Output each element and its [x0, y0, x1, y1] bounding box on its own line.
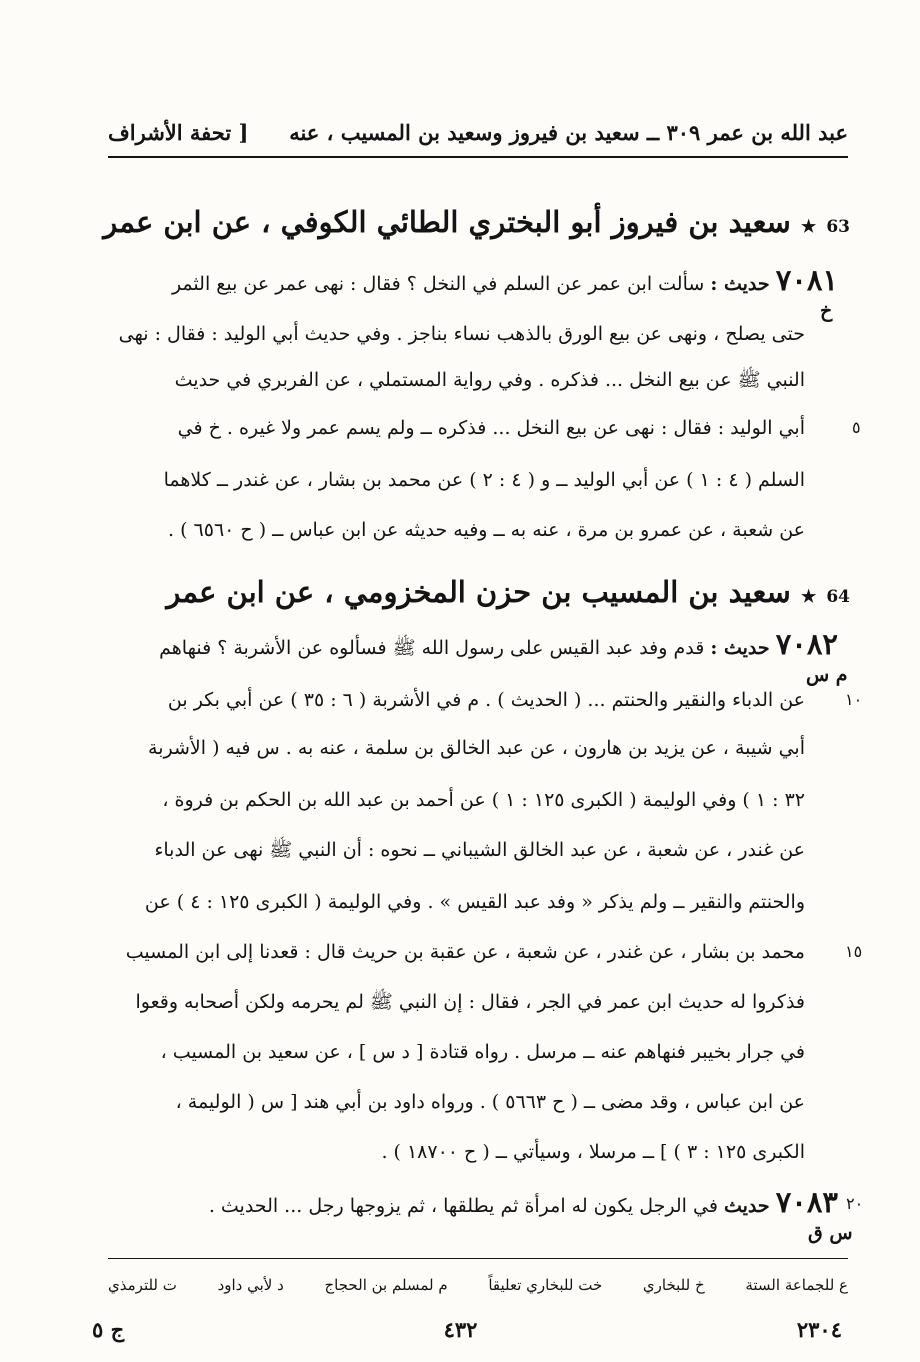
hadith-7081-line-3: النبي ﷺ عن بيع النخل ... فذكره . وفي رواية المستملي ، عن الفربري في حديث	[174, 369, 805, 391]
margin-symbol-7081: خ	[820, 300, 833, 322]
hadith-number: ٧٠٨١	[775, 263, 838, 297]
abbr-4: م لمسلم بن الحجاج	[324, 1276, 448, 1294]
hadith-number: ٧٠٨٣	[775, 1185, 838, 1219]
header-right: عبد الله بن عمر ٣٠٩ ــ سعيد بن فيروز وسعيد بن المسيب ، عنه	[289, 119, 848, 145]
line-number-10: ١٠	[845, 690, 863, 709]
hadith-7081-line-6: عن شعبة ، عن عمرو بن مرة ، عنه به ــ وفيه حديثه عن ابن عباس ــ ( ح ٦٥٦٠ ) .	[168, 519, 805, 541]
hadith-label: حديث :	[710, 273, 770, 295]
running-header	[108, 112, 848, 152]
hadith-7082-line-5: عن غندر ، عن شعبة ، عن عبد الخالق الشيباني ــ نحوه : أن النبي ﷺ نهى عن الدباء	[154, 839, 805, 861]
abbr-2: خ للبخاري	[642, 1276, 705, 1294]
hadith-label: حديث :	[710, 637, 770, 659]
chapter-marker: ★	[800, 587, 817, 607]
hadith-7082-line-3: أبي شيبة ، عن يزيد بن هارون ، عن عبد الخالق بن سلمة ، عنه به . س فيه ( الأشربة	[148, 737, 805, 759]
hadith-7082-line-10: عن ابن عباس ، وقد مضى ــ ( ح ٥٦٦٣ ) . ورواه داود بن أبي هند [ س ( الوليمة ،	[175, 1091, 805, 1113]
chapter-title: سعيد بن فيروز أبو البختري الطائي الكوفي ، عن ابن عمر	[103, 205, 791, 239]
hadith-7082-line-8: فذكروا له حديث ابن عمر في الجر ، فقال : إن النبي ﷺ لم يحرمه ولكن أصحابه وقعوا	[135, 991, 805, 1013]
hadith-7083-line-1: ٧٠٨٣ حديث في الرجل يكون له امرأة ثم يطلقها ، ثم يزوجها رجل ... الحديث .	[208, 1185, 838, 1219]
hadith-7081-line-4: أبي الوليد : فقال : نهى عن بيع النخل ... فذكره ــ ولم يسم عمر ولا غيره . خ في	[177, 417, 805, 439]
hadith-7081-line-1: ٧٠٨١ حديث : سألت ابن عمر عن السلم في النخل ؟ فقال : نهى عمر عن بيع الثمر	[171, 263, 838, 297]
line-number-5: ٥	[852, 418, 861, 437]
hadith-7082-line-2: عن الدباء والنقير والحنتم ... ( الحديث ) . م في الأشربة ( ٦ : ٣٥ ) عن أبي بكر بن	[167, 689, 805, 711]
margin-symbol-7083: س ق	[808, 1222, 853, 1244]
chapter-number: 63	[826, 217, 850, 237]
hadith-7082-line-7: محمد بن بشار ، عن غندر ، عن شعبة ، عن عقبة بن حريث قال : قعدنا إلى ابن المسيب	[125, 941, 805, 963]
hadith-number: ٧٠٨٢	[775, 627, 838, 661]
line-number-20: ٢٠	[846, 1194, 864, 1213]
hadith-7082-line-11: الكبرى ١٢٥ : ٣ ) ] ــ مرسلا ، وسيأتي ــ ( ح ١٨٧٠٠ ) .	[381, 1141, 805, 1163]
page-number: ٤٣٢	[443, 1316, 478, 1342]
chapter-number: 64	[826, 587, 850, 607]
abbreviation-key	[108, 1270, 848, 1300]
abbr-6: ت للترمذي	[108, 1276, 177, 1294]
volume-number: ج ٥	[92, 1316, 125, 1342]
abbr-3: خت للبخاري تعليقاً	[488, 1276, 603, 1294]
header-left: [ تحفة الأشراف	[108, 119, 249, 145]
chapter-heading-64	[166, 570, 850, 618]
footnote-rule	[108, 1258, 848, 1259]
chapter-heading-63	[103, 200, 850, 248]
chapter-marker: ★	[800, 217, 817, 237]
chapter-title: سعيد بن المسيب بن حزن المخزومي ، عن ابن عمر	[166, 575, 791, 609]
margin-symbol-7082: م س	[806, 664, 848, 686]
abbr-5: د لأبي داود	[217, 1276, 284, 1294]
hadith-7082-line-9: في جرار بخيبر فنهاهم عنه ــ مرسل . رواه قتادة [ د س ] ، عن سعيد بن المسيب ،	[160, 1041, 805, 1063]
hadith-7081-line-5: السلم ( ٤ : ١ ) عن أبي الوليد ــ و ( ٤ : ٢ ) عن محمد بن بشار ، عن غندر ــ كلاهما	[163, 469, 805, 491]
page-footer	[92, 1312, 842, 1346]
hadith-7082-line-6: والحنتم والنقير ــ ولم يذكر « وفد عبد القيس » . وفي الوليمة ( الكبرى ١٢٥ : ٤ ) عن	[144, 891, 805, 913]
line-number-15: ١٥	[845, 942, 863, 961]
hadith-7082-line-1: ٧٠٨٢ حديث : قدم وفد عبد القيس على رسول الله ﷺ فسألوه عن الأشربة ؟ فنهاهم	[159, 627, 838, 661]
abbr-1: ع للجماعة الستة	[745, 1276, 848, 1294]
header-rule	[108, 156, 848, 158]
hadith-7081-line-2: حتى يصلح ، ونهى عن بيع الورق بالذهب نساء بناجز . وفي حديث أبي الوليد : فقال : نهى	[118, 323, 805, 345]
hadith-7082-line-4: ٣٢ : ١ ) وفي الوليمة ( الكبرى ١٢٥ : ١ ) عن أحمد بن عبد الله بن الحكم بن فروة ،	[162, 789, 805, 811]
hadith-label: حديث	[723, 1195, 770, 1217]
footer-right-number: ٢٣٠٤	[796, 1316, 842, 1342]
